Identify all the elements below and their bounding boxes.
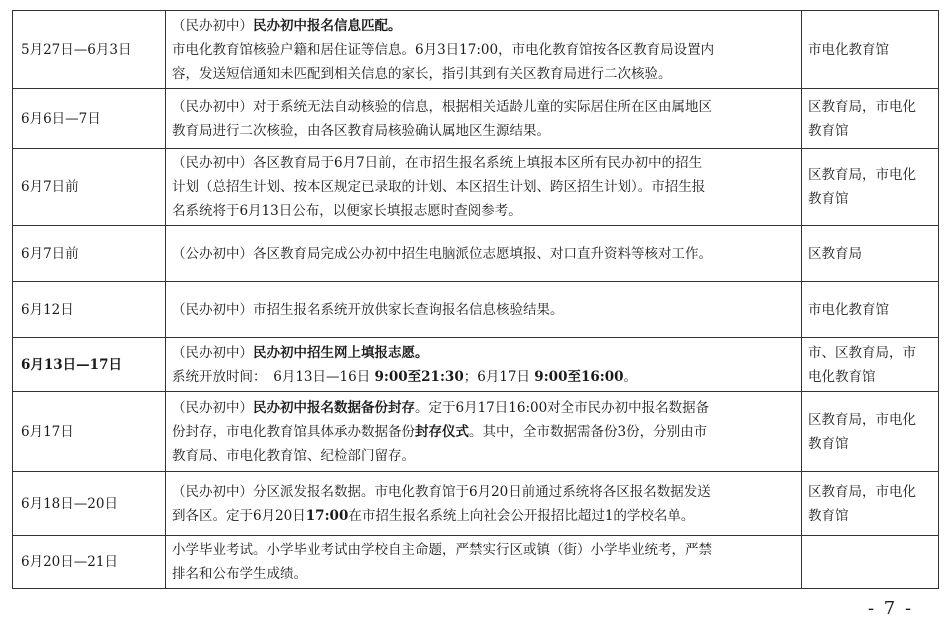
department-line: 区教育局，市电化 — [808, 167, 916, 183]
text-segment: （民办初中）分区派发报名数据。市电化教育馆于6月20日前通过系统将各区报名数据发送 — [172, 483, 711, 500]
department-line: 区教育局，市电化 — [808, 483, 916, 500]
department-cell — [802, 392, 939, 472]
text-segment: 系统开放时间： 6月13日—16日 — [172, 368, 375, 385]
description-cell — [166, 536, 802, 589]
text-segment: 小学毕业考试。小学毕业考试由学校自主命题，严禁实行区或镇（街）小学毕业统考，严禁 — [172, 542, 712, 558]
department-cell — [802, 536, 939, 589]
description-line — [172, 151, 795, 175]
department-line: 市电化教育馆 — [808, 41, 889, 58]
date-cell: 6月17日 — [13, 392, 166, 472]
description-line — [172, 119, 795, 143]
date-cell: 6月6日—7日 — [13, 89, 166, 149]
department-line: 教育馆 — [808, 122, 849, 139]
department-line: 教育馆 — [808, 507, 849, 524]
text-segment: （民办初中） — [172, 344, 253, 361]
text-segment: （公办初中）各区教育局完成公办初中招生电脑派位志愿填报、对口直升资料等核对工作。 — [172, 245, 712, 262]
table-row — [13, 392, 939, 472]
text-segment: 民办初中招生网上填报志愿。 — [253, 344, 429, 361]
schedule-body — [13, 11, 939, 589]
description-line — [172, 562, 795, 586]
table-row — [13, 282, 939, 338]
text-segment: （民办初中）对于系统无法自动核验的信息，根据相关适龄儿童的实际居住所在区由属地区 — [172, 98, 712, 115]
description-line — [172, 62, 795, 86]
text-segment: （民办初中） — [172, 399, 253, 416]
date-cell: 6月7日前 — [13, 226, 166, 282]
text-segment: 名系统将于6月13日公布，以便家长填报志愿时查阅参考。 — [172, 203, 522, 219]
department-line: 区教育局 — [808, 245, 862, 262]
department-cell — [802, 282, 939, 338]
table-row — [13, 149, 939, 226]
text-segment: 。 — [623, 368, 638, 385]
text-segment: 到各区。定于6月20日 — [172, 507, 306, 524]
page-number: - 7 - — [868, 598, 914, 619]
description-cell — [166, 392, 802, 472]
text-segment: 民办初中报名数据备份封存 — [253, 399, 415, 416]
text-segment: 在市招生报名系统上向社会公开报招比超过1的学校名单。 — [348, 507, 695, 524]
description-line — [172, 444, 795, 468]
date-cell: 6月20日—21日 — [13, 536, 166, 589]
text-segment: 份封存，市电化教育馆具体承办数据备份 — [172, 423, 415, 440]
description-cell — [166, 338, 802, 392]
text-segment: （民办初中）市招生报名系统开放供家长查询报名信息核验结果。 — [172, 301, 564, 318]
description-cell — [166, 149, 802, 226]
description-cell — [166, 11, 802, 89]
description-line — [172, 420, 795, 444]
table-row — [13, 11, 939, 89]
description-cell — [166, 226, 802, 282]
department-line: 区教育局，市电化 — [808, 98, 916, 115]
text-segment: （民办初中）各区教育局于6月7日前，在市招生报名系统上填报本区所有民办初中的招生 — [172, 155, 703, 171]
text-segment: 9:00至21:30 — [374, 368, 464, 385]
description-line — [172, 341, 795, 365]
text-segment: 计划（总招生计划、按本区规定已录取的计划、本区招生计划、跨区招生计划）。市招生报 — [172, 179, 706, 195]
department-line: 市、区教育局，市 — [808, 344, 916, 361]
description-line — [172, 538, 795, 562]
description-line — [172, 365, 795, 389]
description-line — [172, 298, 795, 322]
date-cell: 6月7日前 — [13, 149, 166, 226]
table-row — [13, 89, 939, 149]
department-line: 电化教育馆 — [808, 368, 876, 385]
text-segment: 容，发送短信通知未匹配到相关信息的家长，指引其到有关区教育局进行二次核验。 — [172, 65, 672, 82]
department-line: 区教育局，市电化 — [808, 411, 916, 428]
text-segment: 。其中，全市数据需备份3份，分别由市 — [469, 423, 708, 440]
text-segment: 封存仪式 — [415, 423, 469, 440]
text-segment: 教育局、市电化教育馆、纪检部门留存。 — [172, 447, 415, 464]
text-segment: 教育局进行二次核验，由各区教育局核验确认属地区生源结果。 — [172, 122, 550, 139]
text-segment: 。定于6月17日16:00对全市民办初中报名数据备 — [415, 399, 710, 416]
date-cell: 6月12日 — [13, 282, 166, 338]
table-row — [13, 338, 939, 392]
text-segment: 17:00 — [305, 507, 349, 524]
department-cell — [802, 11, 939, 89]
department-line: 教育馆 — [808, 191, 849, 207]
description-line — [172, 95, 795, 119]
table-row — [13, 536, 939, 589]
text-segment: 排名和公布学生成绩。 — [172, 566, 307, 582]
text-segment: ；6月17日 — [463, 368, 535, 385]
description-line — [172, 242, 795, 266]
date-cell: 6月13日—17日 — [13, 338, 166, 392]
table-row — [13, 472, 939, 536]
description-line — [172, 480, 795, 504]
department-cell — [802, 149, 939, 226]
department-cell — [802, 338, 939, 392]
department-line: 市电化教育馆 — [808, 301, 889, 318]
description-line — [172, 38, 795, 62]
table-row — [13, 226, 939, 282]
description-cell — [166, 89, 802, 149]
text-segment: （民办初中） — [172, 17, 253, 34]
date-cell: 6月18日—20日 — [13, 472, 166, 536]
text-segment: 市电化教育馆核验户籍和居住证等信息。6月3日17:00，市电化教育馆按各区教育局设置内 — [172, 41, 715, 58]
department-line: 教育馆 — [808, 435, 849, 452]
description-cell — [166, 282, 802, 338]
text-segment: 9:00至16:00 — [534, 368, 624, 385]
text-segment: 民办初中报名信息匹配。 — [253, 17, 402, 34]
description-line — [172, 14, 795, 38]
description-line — [172, 504, 795, 528]
department-cell — [802, 89, 939, 149]
schedule-table — [12, 10, 939, 589]
date-cell: 5月27日—6月3日 — [13, 11, 166, 89]
description-line — [172, 175, 795, 199]
description-line — [172, 396, 795, 420]
description-line — [172, 199, 795, 223]
description-cell — [166, 472, 802, 536]
department-cell — [802, 226, 939, 282]
department-cell — [802, 472, 939, 536]
